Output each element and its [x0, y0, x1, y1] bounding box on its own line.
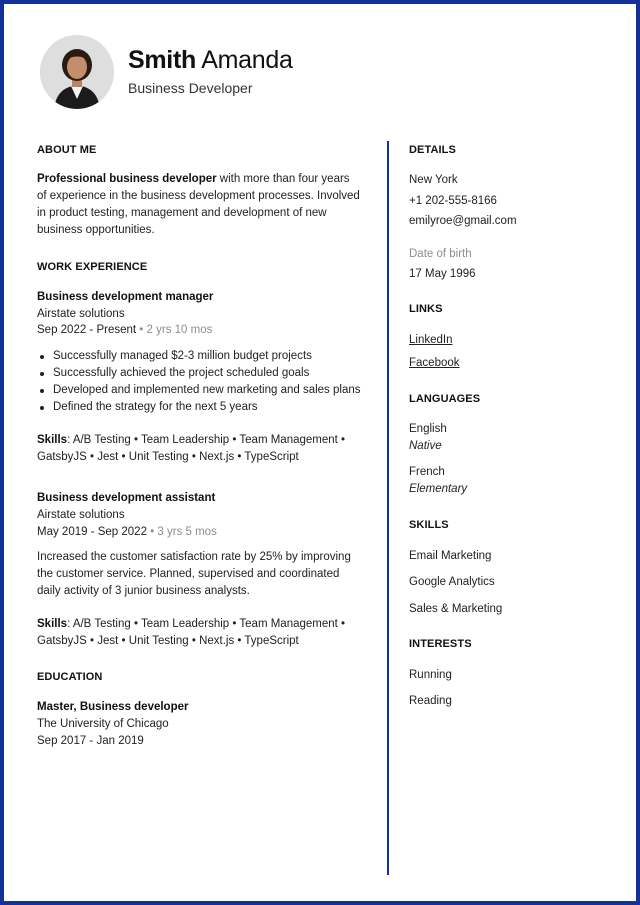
education-dates: Sep 2017 - Jan 2019	[37, 735, 144, 747]
language-level: Native	[409, 440, 442, 452]
skills-text: : A/B Testing • Team Leadership • Team Management • GatsbyJS • Jest • Unit Testing • Next.js • TypeScript	[37, 618, 346, 647]
education-school: The University of Chicago	[37, 718, 169, 730]
work-heading: WORK EXPERIENCE	[37, 261, 148, 273]
about-body: with more than four years of experience in the business development processes. Involved in product testing, management and development of new business opportunities.	[37, 173, 360, 236]
interest-item: Reading	[409, 695, 452, 707]
job-bullets	[37, 348, 361, 416]
facebook-link[interactable]: Facebook	[409, 357, 460, 369]
languages-heading: LANGUAGES	[409, 393, 481, 405]
about-bold: Professional business developer	[37, 173, 217, 185]
job-title: Business development manager	[37, 291, 214, 303]
full-name	[128, 44, 293, 76]
list-item: Developed and implemented new marketing and sales plans	[37, 382, 361, 399]
last-name: Smith	[128, 46, 196, 74]
education-degree: Master, Business developer	[37, 701, 189, 713]
skills-label: Skills	[37, 434, 68, 446]
list-item: Defined the strategy for the next 5 years	[37, 399, 361, 416]
details-phone: +1 202-555-8166	[409, 195, 497, 207]
profile-photo	[40, 35, 114, 109]
interests-heading: INTERESTS	[409, 638, 472, 650]
job-duration: • 2 yrs 10 mos	[139, 324, 213, 336]
skill-item: Google Analytics	[409, 576, 495, 588]
skill-item: Email Marketing	[409, 550, 492, 562]
skills-heading: SKILLS	[409, 519, 449, 531]
job-dates	[37, 322, 212, 339]
job-skills	[37, 432, 357, 466]
job-role: Business Developer	[128, 80, 253, 96]
details-city: New York	[409, 174, 458, 186]
job-company: Airstate solutions	[37, 308, 125, 320]
links-heading: LINKS	[409, 303, 443, 315]
job-date-range: Sep 2022 - Present	[37, 324, 137, 336]
language-name: English	[409, 423, 447, 435]
job-skills	[37, 616, 357, 650]
job-company: Airstate solutions	[37, 509, 125, 521]
list-item: Successfully managed $2-3 million budget projects	[37, 348, 361, 365]
job-duration: • 3 yrs 5 mos	[150, 526, 217, 538]
skill-item: Sales & Marketing	[409, 603, 503, 615]
education-heading: EDUCATION	[37, 671, 103, 683]
language-level: Elementary	[409, 483, 468, 495]
linkedin-link[interactable]: LinkedIn	[409, 334, 453, 346]
list-item: Successfully achieved the project scheduled goals	[37, 365, 361, 382]
dob-label: Date of birth	[409, 248, 472, 260]
about-heading: ABOUT ME	[37, 144, 97, 156]
avatar	[40, 35, 114, 109]
skills-label: Skills	[37, 618, 68, 630]
first-name: Amanda	[201, 46, 293, 74]
interest-item: Running	[409, 669, 452, 681]
skills-text: : A/B Testing • Team Leadership • Team Management • GatsbyJS • Jest • Unit Testing • Next.js • TypeScript	[37, 434, 346, 463]
about-text	[37, 171, 362, 239]
job-dates	[37, 524, 217, 541]
details-email: emilyroe@gmail.com	[409, 215, 517, 227]
job-description: Increased the customer satisfaction rate by 25% by improving the customer service. Planned, supervised and coordinated daily activity of 3 junior business analysts.	[37, 551, 351, 597]
column-divider	[387, 141, 389, 875]
job-title: Business development assistant	[37, 492, 216, 504]
dob-value: 17 May 1996	[409, 268, 476, 280]
language-name: French	[409, 466, 445, 478]
details-heading: DETAILS	[409, 144, 456, 156]
job-date-range: May 2019 - Sep 2022	[37, 526, 147, 538]
